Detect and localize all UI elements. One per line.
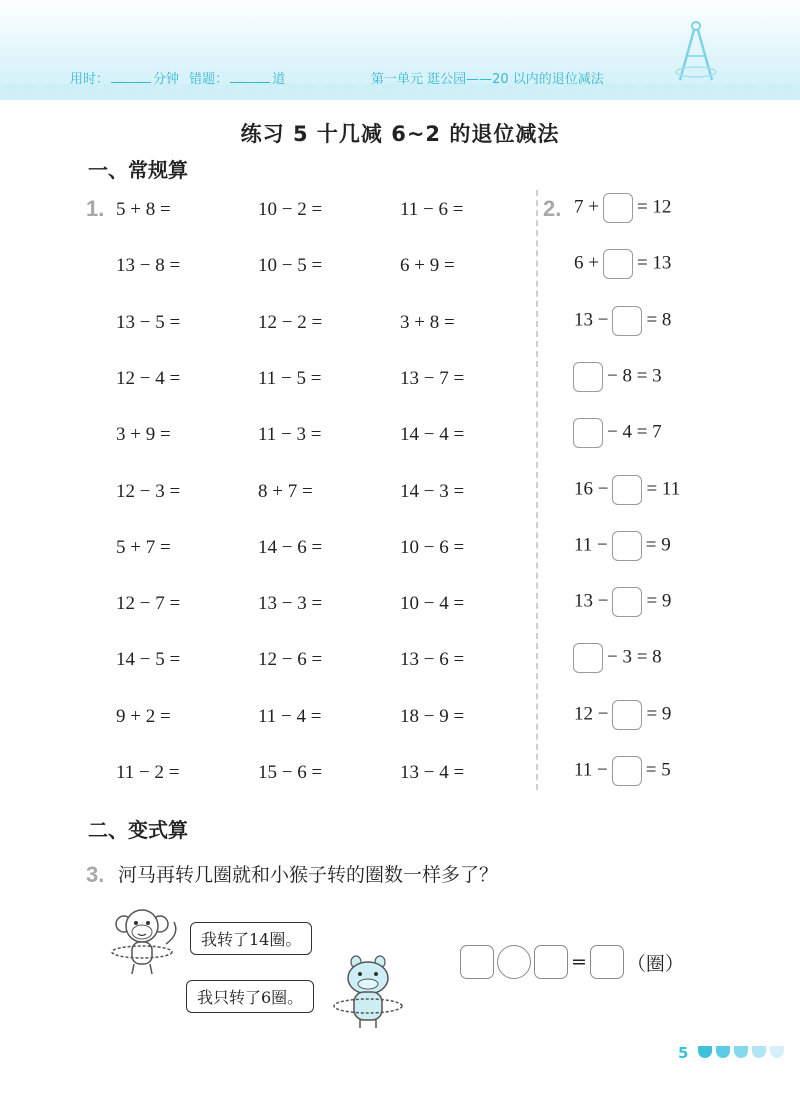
fill-in-equation bbox=[574, 756, 671, 786]
monkey-icon bbox=[108, 904, 188, 980]
fill-in-equation bbox=[574, 475, 680, 505]
answer-box[interactable] bbox=[603, 249, 633, 279]
equation-suffix: = 12 bbox=[636, 196, 672, 218]
equation-suffix: = 9 bbox=[646, 703, 672, 725]
section-heading-regular: 一、常规算 bbox=[88, 158, 188, 182]
page-dot bbox=[716, 1046, 730, 1058]
hippo-speech-bubble: 我只转了6圈。 bbox=[186, 980, 314, 1013]
time-blank bbox=[111, 70, 151, 83]
equation: 13 − 4 = bbox=[400, 762, 465, 783]
answer-box[interactable] bbox=[612, 700, 642, 730]
equation-suffix: − 4 = 7 bbox=[607, 421, 662, 443]
equation: 12 − 4 = bbox=[116, 367, 181, 389]
equation: 5 + 8 = bbox=[116, 199, 171, 220]
equation: 12 − 2 = bbox=[258, 311, 323, 333]
equation-suffix: = 8 bbox=[646, 308, 672, 330]
count-label: 道 bbox=[272, 72, 286, 87]
answer-box[interactable] bbox=[612, 306, 642, 336]
fill-in-equation bbox=[573, 362, 662, 392]
answer-box-first-number[interactable] bbox=[460, 945, 494, 979]
equation: 11 − 6 = bbox=[400, 199, 464, 220]
equation: 10 − 2 = bbox=[258, 199, 323, 220]
header-scallop-edge bbox=[0, 84, 800, 104]
fill-in-equation bbox=[574, 700, 671, 730]
fill-in-equation bbox=[574, 306, 671, 336]
unit-title: 第一单元 逛公园——20 以内的退位减法 bbox=[371, 72, 604, 87]
answer-box-result[interactable] bbox=[590, 945, 624, 979]
equation: 11 − 3 = bbox=[258, 424, 322, 446]
fill-in-equation bbox=[574, 193, 671, 223]
fill-in-equation bbox=[574, 249, 671, 279]
answer-box-second-number[interactable] bbox=[534, 945, 568, 979]
fill-in-equation bbox=[574, 531, 671, 561]
equation: 9 + 2 = bbox=[116, 705, 171, 727]
equation-prefix: 13 − bbox=[574, 308, 609, 330]
question-number-1: 1. bbox=[86, 196, 105, 221]
equation: 6 + 9 = bbox=[400, 255, 455, 277]
answer-box[interactable] bbox=[612, 475, 642, 505]
equation-prefix: 7 + bbox=[574, 196, 599, 218]
equals-sign: = bbox=[571, 951, 587, 973]
page-dot bbox=[770, 1046, 784, 1058]
fill-in-equation bbox=[573, 418, 662, 448]
errors-blank bbox=[230, 70, 270, 83]
header-time-errors bbox=[70, 68, 285, 87]
equation: 13 − 3 = bbox=[258, 593, 323, 615]
equation: 12 − 7 = bbox=[116, 593, 181, 615]
question-3-text: 河马再转几圈就和小猴子转的圈数一样多了？ bbox=[118, 864, 499, 886]
equation-prefix: 11 − bbox=[574, 534, 608, 556]
time-label: 用时： bbox=[70, 72, 110, 87]
equation: 11 − 4 = bbox=[258, 705, 322, 727]
compass-icon bbox=[672, 20, 720, 84]
q3-answer-row bbox=[460, 944, 687, 980]
equation: 13 − 7 = bbox=[400, 367, 465, 389]
fill-in-equation bbox=[574, 587, 671, 617]
minute-label: 分钟 bbox=[153, 72, 180, 87]
hippo-icon bbox=[330, 952, 406, 1032]
equation: 3 + 9 = bbox=[116, 424, 171, 446]
unit-label: （圈） bbox=[626, 952, 684, 975]
answer-box[interactable] bbox=[612, 587, 642, 617]
page-dots bbox=[698, 1046, 784, 1058]
question-number-3: 3. bbox=[86, 862, 105, 887]
equation: 3 + 8 = bbox=[400, 311, 455, 333]
equation-suffix: − 3 = 8 bbox=[607, 646, 662, 668]
answer-box[interactable] bbox=[612, 756, 642, 786]
answer-circle-operator[interactable] bbox=[497, 945, 531, 979]
equation: 14 − 5 = bbox=[116, 649, 181, 671]
equation: 11 − 2 = bbox=[116, 762, 180, 783]
equation: 13 − 8 = bbox=[116, 255, 181, 277]
equation: 10 − 5 = bbox=[258, 255, 323, 277]
equation-prefix: 11 − bbox=[574, 759, 608, 781]
equation-suffix: = 13 bbox=[636, 252, 672, 274]
answer-box[interactable] bbox=[573, 418, 603, 448]
equation-prefix: 16 − bbox=[574, 477, 609, 499]
question-number-2: 2. bbox=[543, 196, 562, 221]
equation: 15 − 6 = bbox=[258, 762, 323, 783]
equation: 10 − 6 = bbox=[400, 536, 465, 558]
equation: 11 − 5 = bbox=[258, 367, 322, 389]
equation-prefix: 12 − bbox=[574, 703, 609, 725]
page-title: 练习 5 十几减 6~2 的退位减法 bbox=[240, 122, 560, 146]
equation: 8 + 7 = bbox=[258, 480, 313, 502]
page-dot bbox=[698, 1046, 712, 1058]
answer-box[interactable] bbox=[573, 362, 603, 392]
fill-in-equation bbox=[573, 643, 662, 673]
dashed-divider bbox=[536, 190, 538, 790]
page-number: 5 bbox=[678, 1044, 689, 1062]
equation-prefix: 6 + bbox=[574, 252, 599, 274]
equation-suffix: = 11 bbox=[646, 477, 681, 499]
section-heading-variant: 二、变式算 bbox=[88, 818, 188, 842]
page-dot bbox=[734, 1046, 748, 1058]
equation: 10 − 4 = bbox=[400, 593, 465, 615]
equation: 14 − 4 = bbox=[400, 424, 465, 446]
answer-box[interactable] bbox=[612, 531, 642, 561]
equation: 12 − 3 = bbox=[116, 480, 181, 502]
equation-suffix: = 9 bbox=[645, 534, 671, 556]
equation: 13 − 6 = bbox=[400, 649, 465, 671]
equation-suffix: = 9 bbox=[646, 590, 672, 612]
equation-suffix: − 8 = 3 bbox=[607, 365, 662, 387]
equation: 13 − 5 = bbox=[116, 311, 181, 333]
equation: 12 − 6 = bbox=[258, 649, 323, 671]
equation-suffix: = 5 bbox=[645, 759, 671, 781]
errors-label: 错题： bbox=[189, 72, 229, 87]
page-dot bbox=[752, 1046, 766, 1058]
equation: 14 − 6 = bbox=[258, 536, 323, 558]
equation: 18 − 9 = bbox=[400, 705, 465, 727]
monkey-speech-bubble: 我转了14圈。 bbox=[190, 922, 312, 955]
equation-prefix: 13 − bbox=[574, 590, 609, 612]
equation: 5 + 7 = bbox=[116, 536, 171, 558]
answer-box[interactable] bbox=[603, 193, 633, 223]
equation: 14 − 3 = bbox=[400, 480, 465, 502]
answer-box[interactable] bbox=[573, 643, 603, 673]
